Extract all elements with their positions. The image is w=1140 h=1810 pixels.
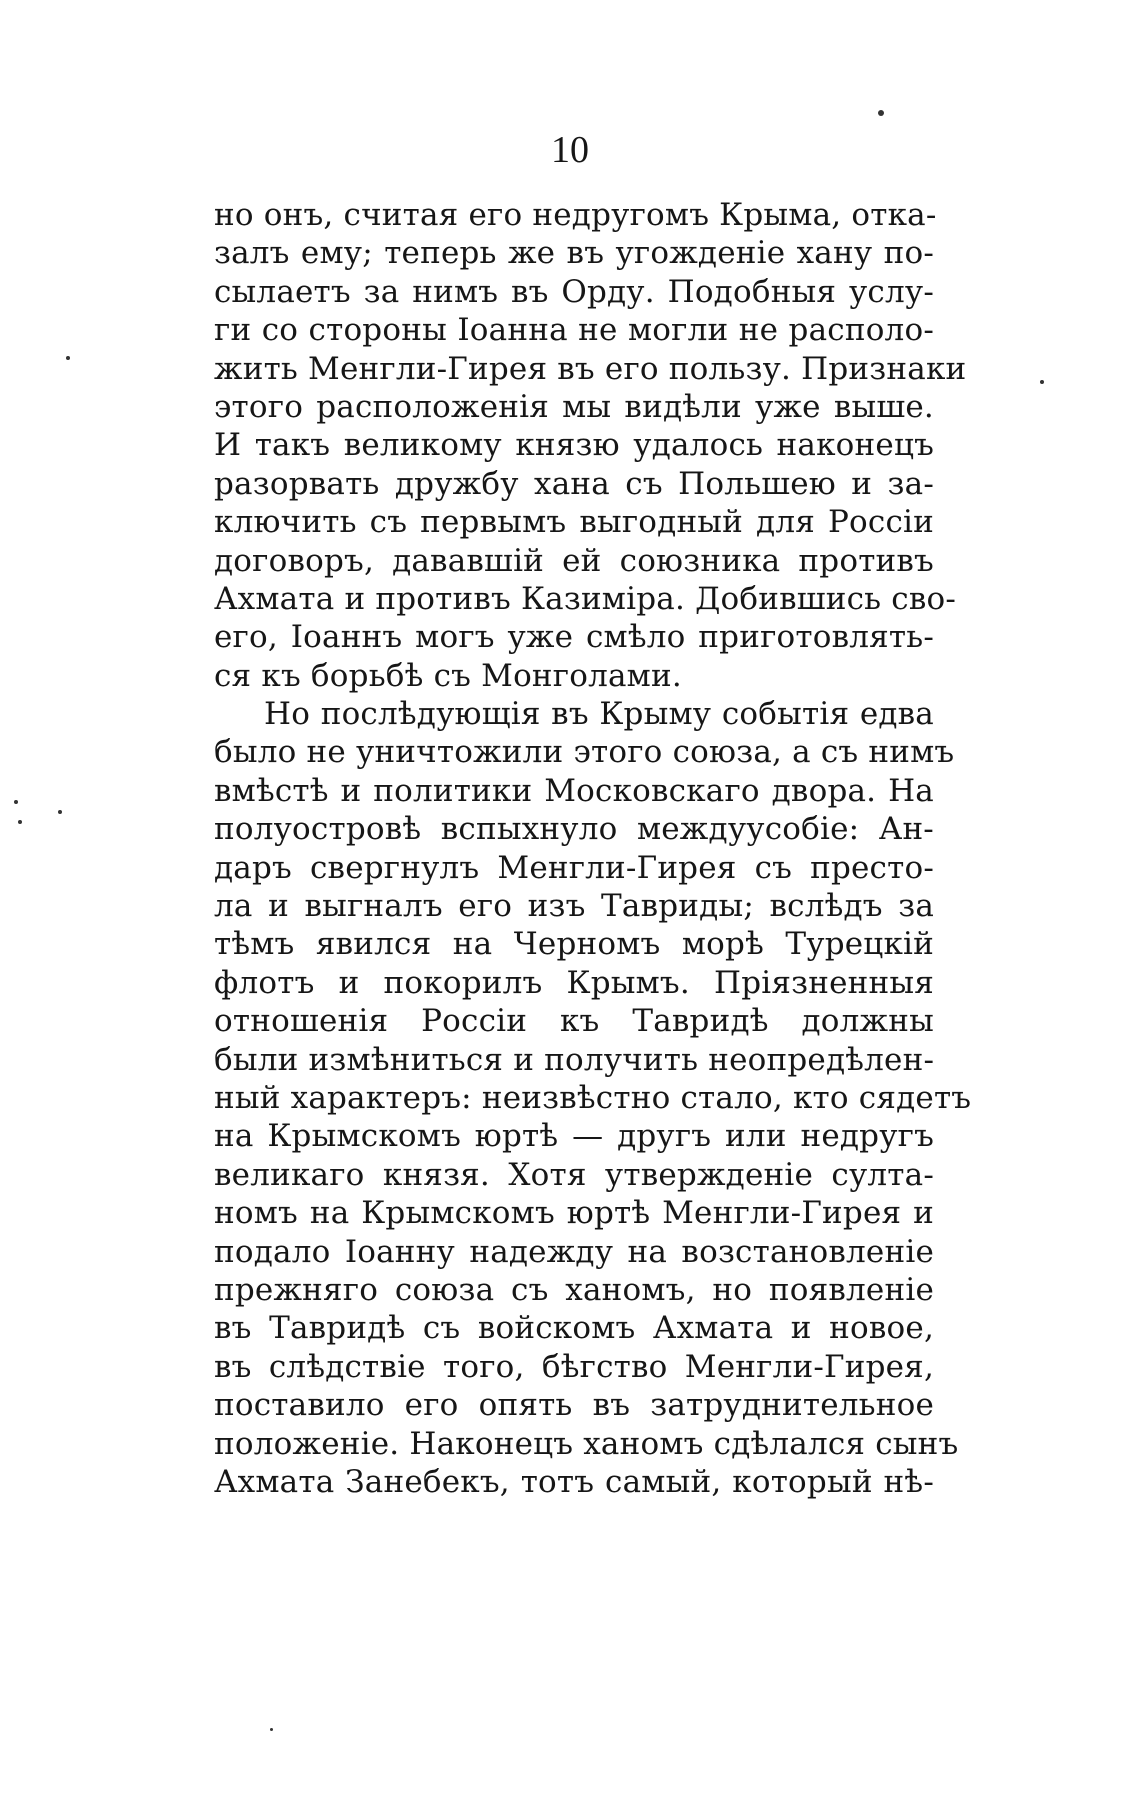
- scan-speck: [878, 110, 884, 116]
- text-line: разорвать дружбу хана съ Польшею и за-: [214, 465, 934, 502]
- page-number: 10: [551, 129, 589, 171]
- paragraph-1: [214, 196, 967, 695]
- text-line: залъ ему; теперь же въ угожденіе хану по-: [214, 235, 934, 272]
- text-line: сылаетъ за нимъ въ Орду. Подобныя услу-: [214, 273, 934, 310]
- scan-speck: [270, 1728, 273, 1731]
- scan-speck: [14, 800, 18, 804]
- text-line: отношенія Россіи къ Тавридѣ должны: [214, 1003, 934, 1040]
- text-line: даръ свергнулъ Менгли-Гирея съ престо-: [214, 849, 934, 886]
- text-line: ла и выгналъ его изъ Тавриды; вслѣдъ за: [214, 888, 934, 925]
- text-line: Ахмата Занебекъ, тотъ самый, который нѣ-: [214, 1463, 934, 1500]
- text-line: его, Іоаннъ могъ уже смѣло приготовлять-: [214, 619, 934, 656]
- text-line: вмѣстѣ и политики Московскаго двора. На: [214, 772, 934, 809]
- text-line: И такъ великому князю удалось наконецъ: [214, 427, 934, 464]
- text-line: поставило его опять въ затруднительное: [214, 1387, 934, 1424]
- scan-speck: [1040, 380, 1044, 384]
- text-line: въ слѣдствіе того, бѣгство Менгли-Гирея,: [214, 1348, 934, 1385]
- text-line: Но послѣдующія въ Крыму событія едва: [264, 696, 934, 733]
- scan-speck: [58, 810, 62, 814]
- paragraph-2: [214, 695, 972, 1501]
- text-line: тѣмъ явился на Черномъ морѣ Турецкій: [214, 926, 934, 963]
- text-line: но онъ, считая его недругомъ Крыма, отка-: [214, 197, 937, 233]
- text-line: положеніе. Наконецъ ханомъ сдѣлался сынъ: [214, 1425, 959, 1462]
- text-line: Ахмата и противъ Казиміра. Добившись сво-: [214, 580, 957, 617]
- text-line: этого расположенія мы видѣли уже выше.: [214, 388, 934, 425]
- text-line: было не уничтожили этого союза, а съ нимъ: [214, 734, 955, 771]
- text-line: договоръ, дававшій ей союзника противъ: [214, 542, 934, 579]
- text-line: ный характеръ: неизвѣстно стало, кто сядетъ: [214, 1079, 972, 1116]
- text-line: въ Тавридѣ съ войскомъ Ахмата и новое,: [214, 1310, 934, 1347]
- text-line: ключить съ первымъ выгодный для Россіи: [214, 504, 934, 541]
- text-line: ся къ борьбѣ съ Монголами.: [214, 657, 682, 694]
- text-line: номъ на Крымскомъ юртѣ Менгли-Гирея и: [214, 1195, 934, 1232]
- text-line: были измѣниться и получить неопредѣлен-: [214, 1041, 935, 1078]
- text-line: прежняго союза съ ханомъ, но появленіе: [214, 1271, 934, 1308]
- scan-speck: [18, 820, 22, 824]
- scan-speck: [66, 356, 70, 360]
- text-line: подало Іоанну надежду на возстановленіе: [214, 1233, 934, 1270]
- text-line: на Крымскомъ юртѣ — другъ или недругъ: [214, 1118, 934, 1155]
- text-line: полуостровѣ вспыхнуло междуусобіе: Ан-: [214, 811, 934, 848]
- text-line: жить Менгли-Гирея въ его пользу. Признаки: [214, 350, 967, 387]
- text-line: великаго князя. Хотя утвержденіе султа-: [214, 1156, 934, 1193]
- text-line: флотъ и покорилъ Крымъ. Пріязненныя: [214, 964, 934, 1001]
- body-text: [214, 196, 972, 1501]
- text-line: ги со стороны Іоанна не могли не располо-: [214, 312, 934, 349]
